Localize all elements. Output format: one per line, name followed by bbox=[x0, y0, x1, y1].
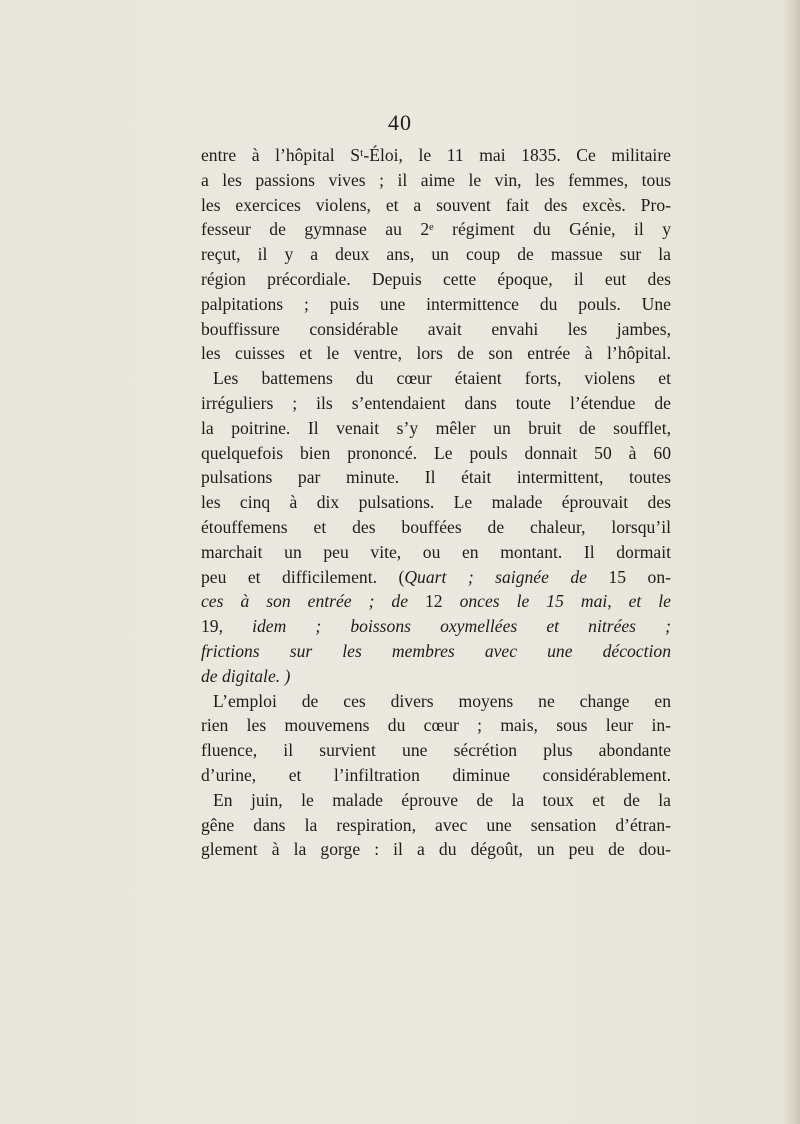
text-line: la poitrine. Il venait s’y mêler un bruit de soufflet, bbox=[201, 417, 671, 438]
text-run: 12 bbox=[425, 591, 443, 612]
text-line: glement à la gorge : il a du dégoût, un peu de dou- bbox=[201, 839, 671, 860]
text-line: a les passions vives ; il aime le vin, les femmes, tous bbox=[201, 169, 671, 190]
text-run: 19 bbox=[201, 616, 219, 637]
text-run-italic: Quart ; saignée de bbox=[404, 566, 587, 587]
page-edge-shadow bbox=[782, 0, 800, 1124]
text-line: entre à l’hôpital Sᵗ-Éloi, le 11 mai 1835. Ce militaire bbox=[201, 145, 671, 165]
text-line: reçut, il y a deux ans, un coup de massue sur la bbox=[201, 244, 671, 265]
text-line: d’urine, et l’infiltration diminue considérablement. bbox=[201, 764, 671, 785]
text-line-mixed bbox=[201, 614, 671, 639]
text-line: les cinq à dix pulsations. Le malade éprouvait des bbox=[201, 492, 671, 513]
text-line-mixed bbox=[201, 589, 671, 614]
text-line: les exercices violens, et a souvent fait des excès. Pro- bbox=[201, 194, 671, 215]
text-run-italic: , idem ; boissons oxymellées et nitrées ; bbox=[218, 616, 671, 637]
text-line: frictions sur les membres avec une décoction bbox=[201, 640, 671, 661]
text-run-italic: ces à son entrée ; de bbox=[201, 591, 409, 612]
text-line: gêne dans la respiration, avec une sensation d’étran- bbox=[201, 814, 671, 835]
text-line: marchait un peu vite, ou en montant. Il dormait bbox=[201, 541, 671, 562]
body-text bbox=[201, 143, 671, 862]
text-line: rien les mouvemens du cœur ; mais, sous leur in- bbox=[201, 715, 671, 736]
text-line: les cuisses et le ventre, lors de son entrée à l’hôpital. bbox=[201, 343, 671, 364]
text-line-mixed bbox=[201, 565, 671, 590]
text-line: En juin, le malade éprouve de la toux et de la bbox=[213, 789, 671, 810]
text-run-italic: onces le 15 mai, et le bbox=[459, 591, 671, 612]
text-line: fesseur de gymnase au 2ᵉ régiment du Génie, il y bbox=[201, 219, 671, 240]
text-line: étouffemens et des bouffées de chaleur, lorsqu’il bbox=[201, 516, 671, 537]
text-line: Les battemens du cœur étaient forts, violens et bbox=[213, 368, 671, 389]
text-line: bouffissure considérable avait envahi les jambes, bbox=[201, 318, 671, 339]
text-run: peu et difficilement. ( bbox=[201, 566, 405, 587]
text-line: palpitations ; puis une intermittence du pouls. Une bbox=[201, 293, 671, 314]
text-run-italic: de digitale. ) bbox=[201, 665, 291, 686]
text-line: irréguliers ; ils s’entendaient dans toute l’étendue de bbox=[201, 392, 671, 413]
text-line: quelquefois bien prononcé. Le pouls donnait 50 à 60 bbox=[201, 442, 671, 463]
text-line: pulsations par minute. Il était intermittent, toutes bbox=[201, 467, 671, 488]
text-run: 15 on- bbox=[608, 566, 671, 587]
page-number: 40 bbox=[388, 110, 412, 135]
text-line: région précordiale. Depuis cette époque, il eut des bbox=[201, 268, 671, 289]
text-line: fluence, il survient une sécrétion plus abondante bbox=[201, 740, 671, 761]
text-line bbox=[201, 664, 671, 689]
text-line: L’emploi de ces divers moyens ne change en bbox=[213, 690, 671, 711]
